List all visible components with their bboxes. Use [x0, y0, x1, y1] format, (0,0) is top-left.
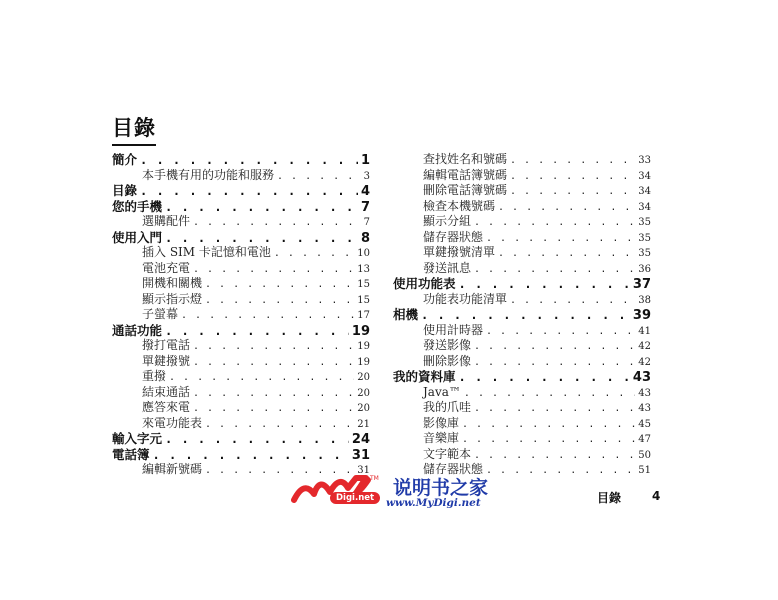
logo-badge: Digi.net	[330, 492, 380, 504]
toc-section-row[interactable]	[393, 323, 651, 339]
toc-page-number: 19	[351, 323, 370, 338]
mydigi-logo-icon	[290, 470, 390, 512]
toc-page-number: 43	[638, 387, 651, 399]
toc-page-number: 4	[360, 184, 370, 199]
toc-entry-label: 編輯電話簿號碼	[423, 167, 508, 182]
page-title: 目錄	[112, 112, 156, 146]
toc-page-number: 42	[638, 341, 651, 352]
toc-leader-dots	[486, 324, 635, 339]
toc-page-number: 19	[357, 356, 370, 368]
toc-leader-dots	[510, 293, 635, 308]
toc-entry-label: 編輯新號碼	[142, 462, 203, 476]
toc-leader-dots	[140, 184, 358, 199]
toc-page-number: 43	[632, 370, 651, 385]
toc-leader-dots	[510, 169, 635, 184]
toc-entry-label: 您的手機	[112, 198, 163, 214]
toc-page-number: 34	[638, 201, 651, 213]
toc-entry-label: 電池充電	[142, 260, 191, 275]
toc-chapter-row[interactable]	[112, 230, 370, 246]
toc-section-row[interactable]	[393, 230, 651, 246]
toc-page-number: 3	[363, 170, 370, 182]
toc-page-number: 19	[357, 341, 370, 352]
toc-leader-dots	[459, 370, 630, 385]
toc-entry-label: 儲存器狀態	[423, 462, 484, 476]
toc-section-row[interactable]	[393, 214, 651, 230]
toc-page-number: 20	[357, 403, 370, 414]
toc-section-row[interactable]	[112, 416, 370, 432]
toc-leader-dots	[193, 401, 354, 416]
toc-page-number: 35	[638, 232, 651, 244]
toc-page-number: 47	[638, 434, 651, 445]
footer-label: 目錄	[597, 491, 622, 505]
toc-chapter-row[interactable]	[393, 369, 651, 385]
toc-entry-label: 使用功能表	[393, 276, 456, 291]
toc-entry-label: 子螢幕	[142, 307, 179, 321]
toc-chapter-row[interactable]	[112, 152, 370, 168]
toc-page-number: 10	[357, 248, 370, 259]
toc-leader-dots	[459, 277, 630, 292]
toc-section-row[interactable]	[393, 400, 651, 416]
toc-leader-dots	[165, 231, 358, 246]
toc-entry-label: 儲存器狀態	[423, 229, 484, 244]
toc-section-row[interactable]	[112, 168, 370, 184]
toc-leader-dots	[181, 308, 354, 323]
toc-leader-dots	[474, 339, 635, 354]
toc-entry-label: 刪除電話簿號碼	[423, 183, 508, 197]
toc-page-number: 39	[632, 308, 651, 323]
toc-page-number: 36	[638, 263, 651, 275]
toc-chapter-row[interactable]	[112, 431, 370, 447]
toc-entry-label: 選購配件	[142, 214, 191, 228]
toc-entry-label: 顯示分組	[423, 214, 472, 228]
toc-chapter-row[interactable]	[112, 183, 370, 199]
toc-page-number: 41	[638, 325, 651, 337]
toc-entry-label: 單鍵撥號清單	[423, 245, 496, 259]
toc-leader-dots	[205, 417, 354, 432]
toc-entry-label: 音樂庫	[423, 431, 460, 445]
toc-leader-dots	[140, 153, 358, 168]
toc-page-number: 24	[351, 432, 370, 447]
toc-leader-dots	[165, 324, 349, 339]
toc-page-number: 15	[357, 294, 370, 306]
toc-entry-label: 使用計時器	[423, 322, 484, 337]
toc-page-number: 42	[638, 356, 651, 368]
toc-entry-label: 本手機有用的功能和服務	[142, 167, 275, 182]
site-name: 说明书之家	[393, 477, 489, 499]
toc-leader-dots	[169, 370, 354, 385]
toc-leader-dots	[193, 262, 354, 277]
toc-entry-label: 檢查本機號碼	[423, 198, 496, 213]
toc-left-column	[112, 152, 370, 478]
toc-page-number: 37	[632, 277, 651, 292]
toc-page-number: 20	[357, 372, 370, 383]
site-url: www.MyDigi.net	[386, 497, 481, 509]
toc-entry-label: 我的資料庫	[393, 369, 456, 384]
toc-page-number: 34	[638, 170, 651, 182]
toc-page-number: 35	[638, 248, 651, 259]
toc-entry-label: 單鍵撥號	[142, 353, 191, 368]
toc-leader-dots	[486, 463, 635, 478]
toc-leader-dots	[510, 184, 635, 199]
toc-chapter-row[interactable]	[112, 447, 370, 463]
toc-entry-label: 插入 SIM 卡記憶和電池	[142, 245, 271, 259]
toc-section-row[interactable]	[393, 338, 651, 354]
toc-entry-label: 顯示指示燈	[142, 291, 203, 306]
toc-leader-dots	[277, 169, 361, 184]
toc-section-row[interactable]	[393, 292, 651, 308]
toc-entry-label: 查找姓名和號碼	[423, 152, 508, 166]
toc-section-row[interactable]	[393, 431, 651, 447]
toc-section-row[interactable]	[393, 447, 651, 463]
toc-section-row[interactable]	[393, 416, 651, 432]
toc-leader-dots	[464, 386, 635, 401]
toc-leader-dots	[421, 308, 630, 323]
toc-chapter-row[interactable]	[112, 199, 370, 215]
toc-entry-label: 我的爪哇	[423, 400, 472, 414]
logo-trademark: TM	[370, 475, 379, 482]
toc-leader-dots	[193, 386, 354, 401]
toc-entry-label: 影像庫	[423, 415, 460, 430]
toc-page-number: 34	[638, 186, 651, 197]
toc-page-number: 31	[357, 465, 370, 476]
toc-chapter-row[interactable]	[393, 307, 651, 323]
toc-section-row[interactable]	[393, 152, 651, 168]
toc-leader-dots	[193, 339, 354, 354]
toc-chapter-row[interactable]	[393, 276, 651, 292]
toc-section-row[interactable]	[393, 183, 651, 199]
toc-leader-dots	[165, 432, 349, 447]
toc-page-number: 8	[360, 230, 370, 245]
toc-section-row[interactable]	[112, 261, 370, 277]
toc-section-row[interactable]	[112, 354, 370, 370]
toc-entry-label: 發送訊息	[423, 260, 472, 275]
toc-leader-dots	[486, 231, 635, 246]
toc-page-number: 50	[638, 449, 651, 461]
toc-leader-dots	[153, 448, 349, 463]
toc-entry-label: 輸入字元	[112, 431, 163, 446]
toc-entry-label: 文字範本	[423, 446, 472, 461]
toc-section-row[interactable]	[393, 245, 651, 261]
toc-leader-dots	[498, 200, 635, 215]
toc-section-row[interactable]	[393, 199, 651, 215]
toc-section-row[interactable]	[112, 385, 370, 401]
toc-leader-dots	[205, 293, 354, 308]
toc-page-number: 20	[357, 387, 370, 399]
toc-entry-label: 刪除影像	[423, 353, 472, 368]
toc-section-row[interactable]	[393, 261, 651, 277]
toc-section-row[interactable]	[112, 369, 370, 385]
toc-section-row[interactable]	[112, 245, 370, 261]
toc-leader-dots	[474, 355, 635, 370]
toc-page-number: 43	[638, 403, 651, 414]
toc-entry-label: 發送影像	[423, 338, 472, 352]
toc-leader-dots	[274, 246, 354, 261]
toc-entry-label: 結束通話	[142, 384, 191, 399]
toc-leader-dots	[205, 277, 354, 292]
toc-section-row[interactable]	[112, 276, 370, 292]
toc-entry-label: 來電功能表	[142, 415, 203, 430]
toc-section-row[interactable]	[112, 214, 370, 230]
toc-leader-dots	[510, 153, 635, 168]
toc-section-row[interactable]	[393, 385, 651, 401]
toc-leader-dots	[474, 262, 635, 277]
toc-entry-label: 相機	[393, 307, 419, 322]
toc-entry-label: 電話簿	[112, 446, 150, 462]
toc-page-number: 7	[363, 217, 370, 228]
toc-entry-label: 應答來電	[142, 400, 191, 414]
toc-page-number: 13	[357, 263, 370, 275]
toc-page-number: 21	[357, 418, 370, 430]
toc-page-number: 38	[638, 294, 651, 306]
toc-entry-label: 功能表功能清單	[423, 291, 508, 306]
toc-right-column	[393, 152, 651, 478]
toc-page-number: 35	[638, 217, 651, 228]
toc-page-number: 7	[360, 199, 370, 214]
toc-leader-dots	[474, 401, 635, 416]
toc-leader-dots	[474, 215, 635, 230]
toc-page-number: 51	[638, 465, 651, 476]
footer-page-number: 4	[652, 489, 661, 503]
toc-leader-dots	[165, 200, 358, 215]
toc-leader-dots	[193, 355, 354, 370]
toc-section-row[interactable]	[393, 168, 651, 184]
toc-entry-label: 撥打電話	[142, 338, 191, 352]
toc-section-row[interactable]	[112, 338, 370, 354]
toc-section-row[interactable]	[112, 400, 370, 416]
toc-entry-label: 開機和關機	[142, 276, 203, 290]
toc-page-number: 31	[351, 447, 370, 462]
toc-entry-label: 重撥	[142, 369, 167, 383]
toc-entry-label: 目錄	[112, 183, 138, 198]
toc-section-row[interactable]	[393, 354, 651, 370]
toc-page-number: 15	[357, 279, 370, 290]
toc-page-number: 1	[360, 153, 370, 168]
toc-entry-label: 使用入門	[112, 229, 163, 245]
toc-leader-dots	[462, 417, 635, 432]
toc-page-number: 17	[357, 310, 370, 321]
toc-section-row[interactable]	[112, 292, 370, 308]
toc-chapter-row[interactable]	[112, 323, 370, 339]
toc-section-row[interactable]	[112, 307, 370, 323]
toc-leader-dots	[462, 432, 635, 447]
toc-page-number: 45	[638, 418, 651, 430]
toc-entry-label: Java™	[423, 384, 461, 399]
toc-entry-label: 通話功能	[112, 322, 163, 338]
watermark	[290, 470, 500, 512]
toc-entry-label: 簡介	[112, 152, 138, 167]
toc-leader-dots	[498, 246, 635, 261]
toc-leader-dots	[193, 215, 361, 230]
toc-page-number: 33	[638, 155, 651, 166]
toc-leader-dots	[474, 448, 635, 463]
